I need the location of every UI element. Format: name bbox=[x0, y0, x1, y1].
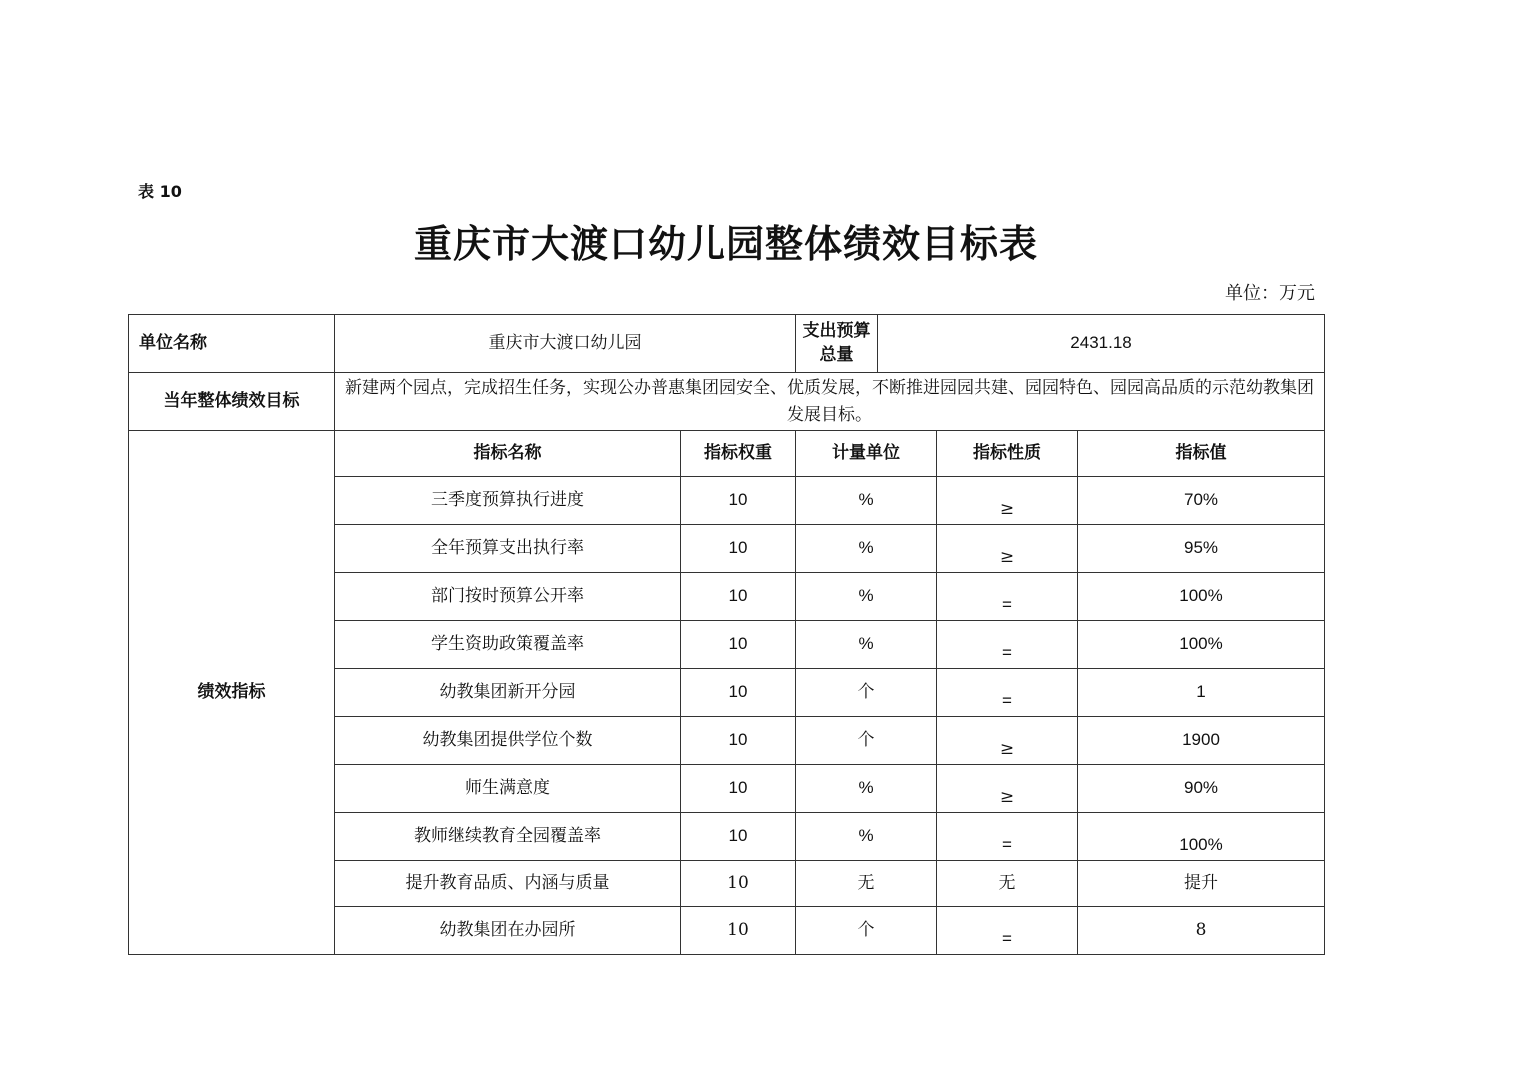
indicator-weight: 10 bbox=[681, 477, 796, 525]
annual-goal-row bbox=[129, 373, 1325, 431]
indicator-weight: 10 bbox=[681, 907, 796, 955]
indicator-unit: 个 bbox=[796, 669, 937, 717]
indicator-nature: ≥ bbox=[937, 477, 1078, 525]
indicator-unit: % bbox=[796, 477, 937, 525]
indicator-value: 8 bbox=[1078, 907, 1325, 955]
indicator-weight: 10 bbox=[681, 669, 796, 717]
indicator-header-row bbox=[129, 431, 1325, 477]
indicator-name: 幼教集团在办园所 bbox=[335, 907, 681, 955]
column-header-name: 指标名称 bbox=[335, 431, 681, 477]
indicator-weight: 10 bbox=[681, 621, 796, 669]
indicator-nature: ≥ bbox=[937, 717, 1078, 765]
indicator-value: 100% bbox=[1078, 813, 1325, 861]
indicator-unit: % bbox=[796, 525, 937, 573]
column-header-nature: 指标性质 bbox=[937, 431, 1078, 477]
indicator-unit: 个 bbox=[796, 907, 937, 955]
indicator-name: 教师继续教育全园覆盖率 bbox=[335, 813, 681, 861]
indicator-nature: = bbox=[937, 669, 1078, 717]
indicator-name: 师生满意度 bbox=[335, 765, 681, 813]
annual-goal-text: 新建两个园点，完成招生任务，实现公办普惠集团园安全、优质发展，不断推进园园共建、园园特色、园园高品质的示范幼教集团发展目标。 bbox=[335, 373, 1325, 431]
unit-name-value: 重庆市大渡口幼儿园 bbox=[335, 315, 796, 373]
indicator-value: 95% bbox=[1078, 525, 1325, 573]
column-header-unit: 计量单位 bbox=[796, 431, 937, 477]
indicator-name: 幼教集团提供学位个数 bbox=[335, 717, 681, 765]
indicator-value: 1900 bbox=[1078, 717, 1325, 765]
indicator-nature: ≥ bbox=[937, 525, 1078, 573]
performance-target-table bbox=[128, 314, 1325, 955]
annual-goal-label: 当年整体绩效目标 bbox=[129, 373, 335, 431]
indicator-value: 提升 bbox=[1078, 861, 1325, 907]
indicator-weight: 10 bbox=[681, 525, 796, 573]
column-header-value: 指标值 bbox=[1078, 431, 1325, 477]
document-title: 重庆市大渡口幼儿园整体绩效目标表 bbox=[413, 221, 1038, 266]
indicator-weight: 10 bbox=[681, 573, 796, 621]
indicator-value: 100% bbox=[1078, 573, 1325, 621]
indicator-weight: 10 bbox=[681, 765, 796, 813]
indicator-nature: = bbox=[937, 621, 1078, 669]
indicator-value: 100% bbox=[1078, 621, 1325, 669]
currency-unit-label: 单位：万元 bbox=[1225, 283, 1315, 304]
indicator-name: 三季度预算执行进度 bbox=[335, 477, 681, 525]
indicator-unit: % bbox=[796, 765, 937, 813]
column-header-weight: 指标权重 bbox=[681, 431, 796, 477]
budget-total-value: 2431.18 bbox=[878, 315, 1325, 373]
indicator-weight: 10 bbox=[681, 813, 796, 861]
indicator-unit: % bbox=[796, 813, 937, 861]
indicator-value: 90% bbox=[1078, 765, 1325, 813]
indicator-nature: ≥ bbox=[937, 765, 1078, 813]
indicator-weight: 10 bbox=[681, 861, 796, 907]
indicator-name: 学生资助政策覆盖率 bbox=[335, 621, 681, 669]
indicator-name: 提升教育品质、内涵与质量 bbox=[335, 861, 681, 907]
indicator-name: 部门按时预算公开率 bbox=[335, 573, 681, 621]
indicator-unit: 无 bbox=[796, 861, 937, 907]
unit-name-label: 单位名称 bbox=[129, 315, 335, 373]
table-number: 表 10 bbox=[138, 182, 182, 201]
budget-total-label: 支出预算总量 bbox=[796, 315, 878, 373]
indicators-section-label: 绩效指标 bbox=[129, 431, 335, 955]
indicator-weight: 10 bbox=[681, 717, 796, 765]
indicator-nature: 无 bbox=[937, 861, 1078, 907]
indicator-unit: 个 bbox=[796, 717, 937, 765]
indicator-name: 全年预算支出执行率 bbox=[335, 525, 681, 573]
indicator-value: 1 bbox=[1078, 669, 1325, 717]
unit-info-row bbox=[129, 315, 1325, 373]
indicator-nature: = bbox=[937, 907, 1078, 955]
indicator-unit: % bbox=[796, 621, 937, 669]
indicator-unit: % bbox=[796, 573, 937, 621]
indicator-nature: = bbox=[937, 813, 1078, 861]
indicator-name: 幼教集团新开分园 bbox=[335, 669, 681, 717]
indicator-value: 70% bbox=[1078, 477, 1325, 525]
indicator-nature: = bbox=[937, 573, 1078, 621]
